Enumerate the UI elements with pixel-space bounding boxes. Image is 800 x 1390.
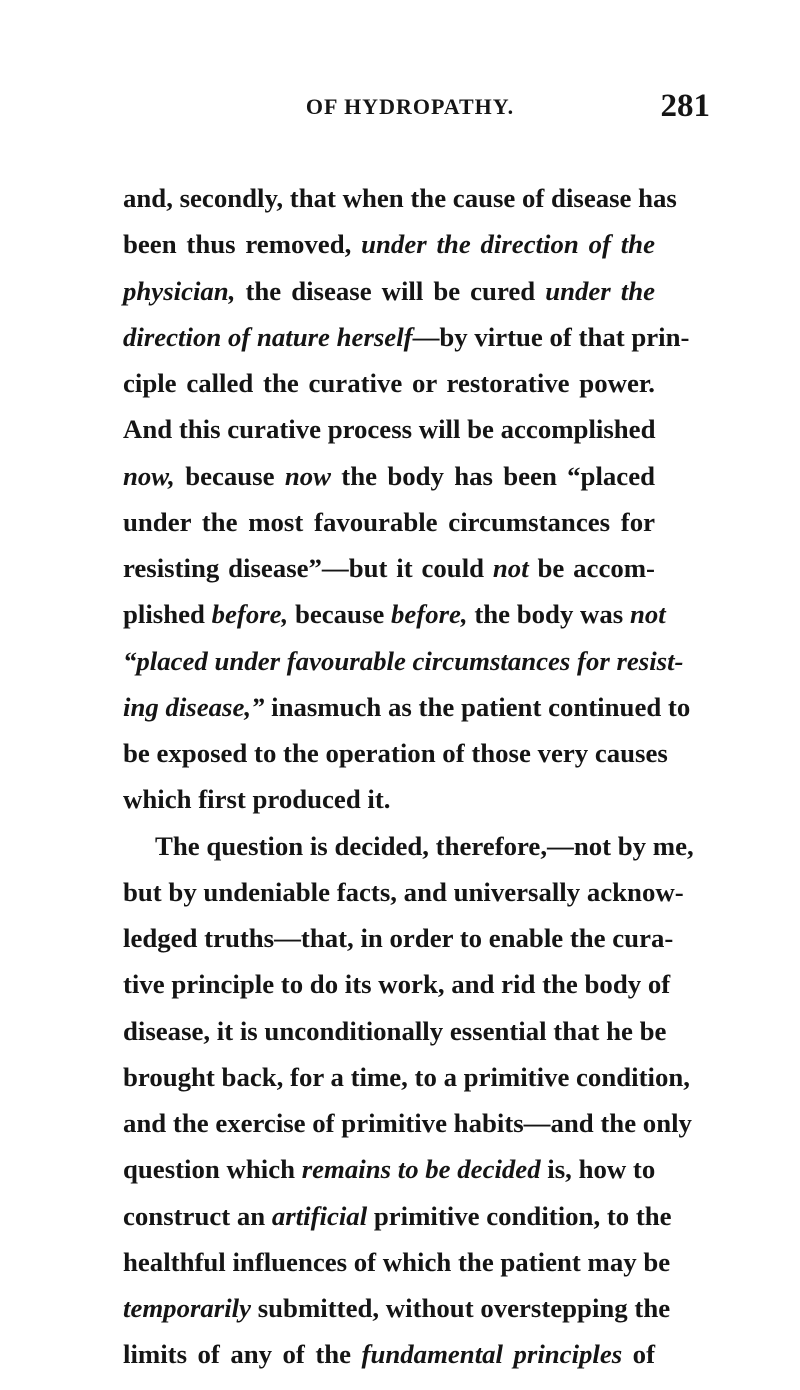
text-line xyxy=(123,1200,672,1246)
italic-run: temporarily xyxy=(123,1293,252,1323)
text-line xyxy=(123,552,655,598)
text-run: question which xyxy=(123,1154,302,1185)
text-line xyxy=(123,1015,667,1061)
italic-run: before, xyxy=(390,599,468,630)
text-line xyxy=(123,506,655,552)
text-run: of xyxy=(622,1339,656,1370)
running-head xyxy=(110,88,710,128)
text-run: under the most favourable circumstances for xyxy=(123,506,655,537)
text-run: disease, it is unconditionally essential that he be xyxy=(123,1015,667,1046)
text-run: the body was xyxy=(467,599,630,630)
text-line xyxy=(123,968,671,1014)
text-line xyxy=(123,598,666,644)
italic-run: now, xyxy=(123,460,175,491)
text-line xyxy=(123,1292,671,1338)
italic-run: artificial xyxy=(271,1200,368,1231)
text-run: healthful influences of which the patient may be xyxy=(123,1246,671,1277)
text-run: because xyxy=(288,599,391,630)
text-line xyxy=(123,321,690,367)
text-line xyxy=(123,413,655,459)
text-line xyxy=(123,367,655,413)
text-line xyxy=(123,922,674,968)
text-line xyxy=(123,275,655,321)
text-line xyxy=(123,228,655,274)
text-run: plished xyxy=(123,599,212,630)
text-run: inasmuch as the patient continued to xyxy=(264,691,691,722)
italic-run: not xyxy=(492,553,529,583)
text-run: because xyxy=(174,460,285,491)
text-run: —by virtue of that prin- xyxy=(412,321,690,352)
text-run: brought back, for a time, to a primitive condition, xyxy=(123,1061,690,1092)
text-run: been thus removed, xyxy=(123,229,362,260)
text-run: construct an xyxy=(123,1200,272,1231)
text-run: ledged truths—that, in order to enable the cura- xyxy=(123,923,674,953)
text-line xyxy=(123,460,655,506)
text-line xyxy=(123,645,684,691)
text-run: the disease will be cured xyxy=(235,275,546,306)
text-run: and, secondly, that when the cause of disease has xyxy=(123,183,677,213)
text-run: and the exercise of primitive habits—and the only xyxy=(123,1108,692,1138)
italic-run: “placed under favourable circumstances for resist- xyxy=(123,645,684,676)
italic-run: now xyxy=(284,460,331,491)
text-run: submitted, without overstepping the xyxy=(251,1293,671,1323)
text-line xyxy=(123,1246,671,1292)
running-title: OF HYDROPATHY. xyxy=(305,94,515,119)
text-run: primitive condition, to the xyxy=(367,1200,672,1231)
text-run: And this curative process will be accomplished xyxy=(123,414,656,445)
text-run: but by undeniable facts, and universally acknow- xyxy=(123,876,684,907)
text-line xyxy=(123,1338,655,1384)
text-line xyxy=(123,1107,692,1153)
text-run: the body has been “placed xyxy=(331,460,655,491)
text-run: be exposed to the operation of those very causes xyxy=(123,738,668,768)
text-run: resisting disease”—but it could xyxy=(123,553,493,583)
text-run: be accom- xyxy=(528,553,655,583)
text-line xyxy=(123,1153,655,1199)
italic-run: not xyxy=(629,599,666,630)
text-line xyxy=(123,830,694,876)
text-run: tive principle to do its work, and rid the body of xyxy=(123,969,671,1000)
text-run: ciple called the curative or restorative power. xyxy=(123,368,655,398)
body-text xyxy=(123,182,694,1385)
italic-run: under the direction of the xyxy=(361,229,655,260)
text-run: which first produced it. xyxy=(123,784,391,815)
text-run: The question is decided, therefore,—not by me, xyxy=(155,830,694,861)
italic-run: physician, xyxy=(123,275,236,306)
text-line xyxy=(123,691,691,737)
page-number: 281 xyxy=(660,88,710,124)
text-line xyxy=(123,737,668,783)
text-line xyxy=(123,182,677,228)
italic-run: ing disease,” xyxy=(123,691,265,722)
italic-run: under the xyxy=(545,275,656,306)
text-line xyxy=(123,1061,690,1107)
italic-run: remains to be decided xyxy=(301,1154,541,1185)
italic-run: direction of nature herself xyxy=(123,321,413,352)
italic-run: before, xyxy=(211,599,289,630)
text-run: limits of any of the xyxy=(123,1339,362,1370)
text-line xyxy=(123,783,655,829)
italic-run: fundamental principles xyxy=(361,1339,623,1370)
text-line xyxy=(123,876,684,922)
text-run: is, how to xyxy=(540,1154,656,1185)
